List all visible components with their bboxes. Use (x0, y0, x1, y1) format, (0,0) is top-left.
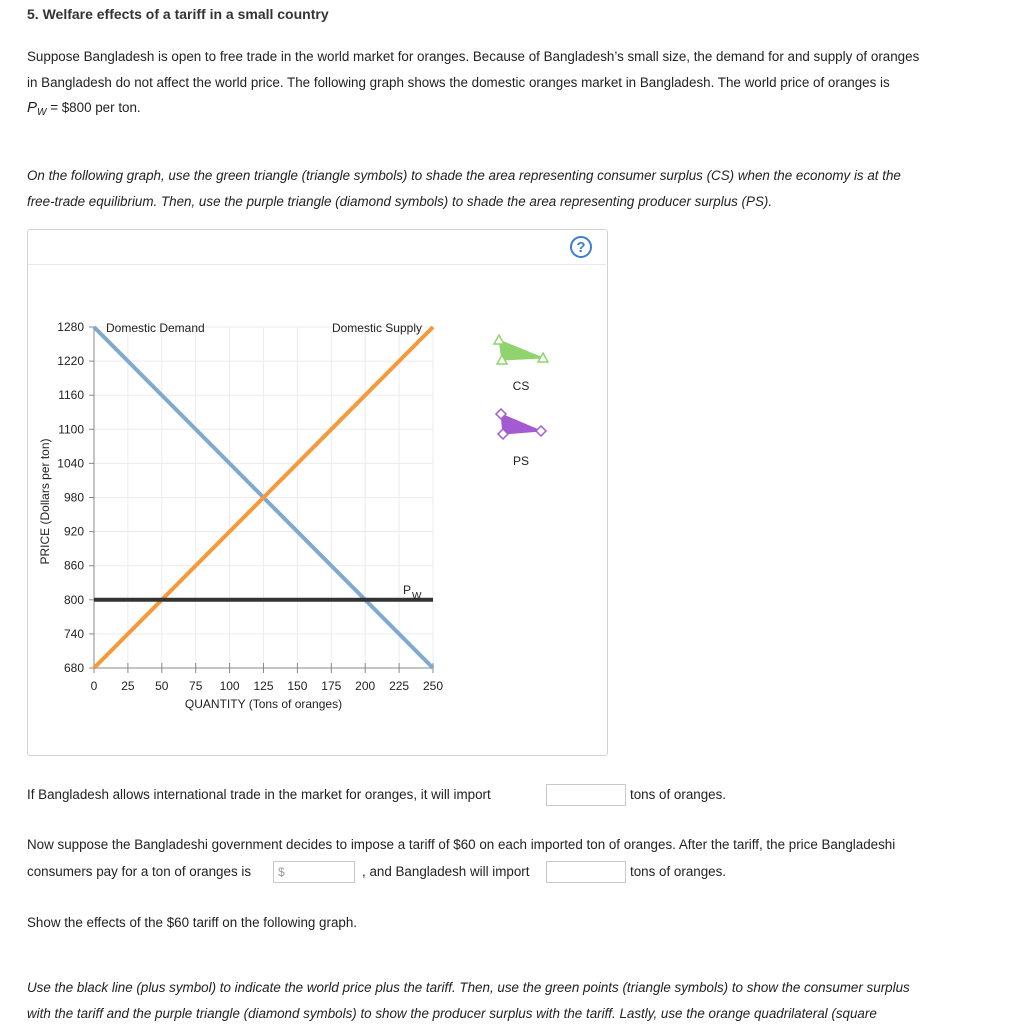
consumer-price-text: consumers pay for a ton of oranges is (27, 864, 251, 879)
tariff-instruction-line-2: with the tariff and the purple triangle (diamond symbols) to show the producer surplus with the tariff. Lastly, use the orange quadrilateral (square (27, 1001, 1002, 1026)
tariff-import-text: , and Bangladesh will import (362, 864, 529, 879)
cs-triangle-tool[interactable] (499, 340, 543, 360)
x-tick-label: 75 (189, 679, 203, 693)
y-tick-label: 800 (64, 593, 84, 607)
intro-line-2: in Bangladesh do not affect the world price. The following graph shows the domestic oranges market in Bangladesh. The world price of oranges is (27, 70, 1002, 96)
y-tick-label: 920 (64, 525, 84, 539)
y-tick-label: 860 (64, 559, 84, 573)
x-tick-label: 0 (91, 679, 98, 693)
y-tick-label: 740 (64, 627, 84, 641)
y-tick-label: 1160 (58, 388, 84, 402)
tariff-graph-instructions (27, 975, 1002, 1026)
tariff-import-input[interactable] (546, 861, 626, 883)
x-axis-title: QUANTITY (Tons of oranges) (185, 697, 342, 711)
instruction-line-1: On the following graph, use the green triangle (triangle symbols) to shade the area representing consumer surplus (CS) when the economy is at the (27, 163, 1002, 189)
y-tick-label: 1040 (57, 456, 84, 470)
pw-subscript: W (37, 107, 46, 118)
x-tick-label: 100 (220, 679, 240, 693)
y-tick-label: 1100 (58, 422, 84, 436)
tariff-import-suffix: tons of oranges. (630, 864, 726, 879)
supply-label: Domestic Supply (332, 321, 422, 335)
intro-line-1: Suppose Bangladesh is open to free trade in the world market for oranges. Because of Bangladesh’s small size, the demand for and supply of oranges (27, 44, 1002, 70)
pw-symbol: P (27, 99, 37, 116)
demand-label: Domestic Demand (106, 321, 205, 335)
y-tick-label: 980 (64, 491, 84, 505)
x-tick-label: 225 (389, 679, 409, 693)
world-price-label-sub: W (412, 591, 422, 602)
consumer-price-input[interactable]: $ (273, 861, 355, 883)
tool-palette[interactable] (494, 335, 548, 468)
question-title: 5. Welfare effects of a tariff in a small country (27, 6, 329, 22)
tariff-effects-prompt: Show the effects of the $60 tariff on the following graph. (27, 915, 357, 930)
x-tick-label: 200 (355, 679, 375, 693)
import-quantity-input[interactable] (546, 784, 626, 806)
import-question-text: If Bangladesh allows international trade in the market for oranges, it will import (27, 787, 491, 802)
cs-label: CS (513, 379, 530, 393)
import-question-suffix: tons of oranges. (630, 787, 726, 802)
help-button[interactable]: ? (570, 236, 592, 258)
y-tick-label: 1280 (57, 320, 84, 334)
x-tick-label: 150 (287, 679, 307, 693)
x-tick-label: 25 (121, 679, 135, 693)
diamond-symbol-icon (536, 426, 546, 436)
triangle-symbol-icon (494, 335, 504, 344)
instruction-line-2: free-trade equilibrium. Then, use the purple triangle (diamond symbols) to shade the area representing producer surplus (PS). (27, 189, 1002, 215)
x-tick-label: 125 (253, 679, 273, 693)
y-tick-label: 680 (64, 661, 84, 675)
x-tick-label: 175 (321, 679, 341, 693)
y-axis-title: PRICE (Dollars per ton) (38, 438, 52, 564)
pw-value: = $800 per ton. (46, 100, 140, 115)
x-tick-label: 50 (155, 679, 169, 693)
tariff-question-line: Now suppose the Bangladeshi government decides to impose a tariff of $60 on each imported ton of oranges. After the tariff, the price Bangladeshi (27, 837, 895, 852)
tariff-instruction-line-1: Use the black line (plus symbol) to indicate the world price plus the tariff. Then, use the green points (triangle symbols) to show the consumer surplus (27, 975, 1002, 1001)
world-price-label: P (403, 583, 411, 597)
ps-label: PS (513, 454, 529, 468)
y-tick-label: 1220 (57, 354, 84, 368)
x-tick-label: 250 (423, 679, 443, 693)
